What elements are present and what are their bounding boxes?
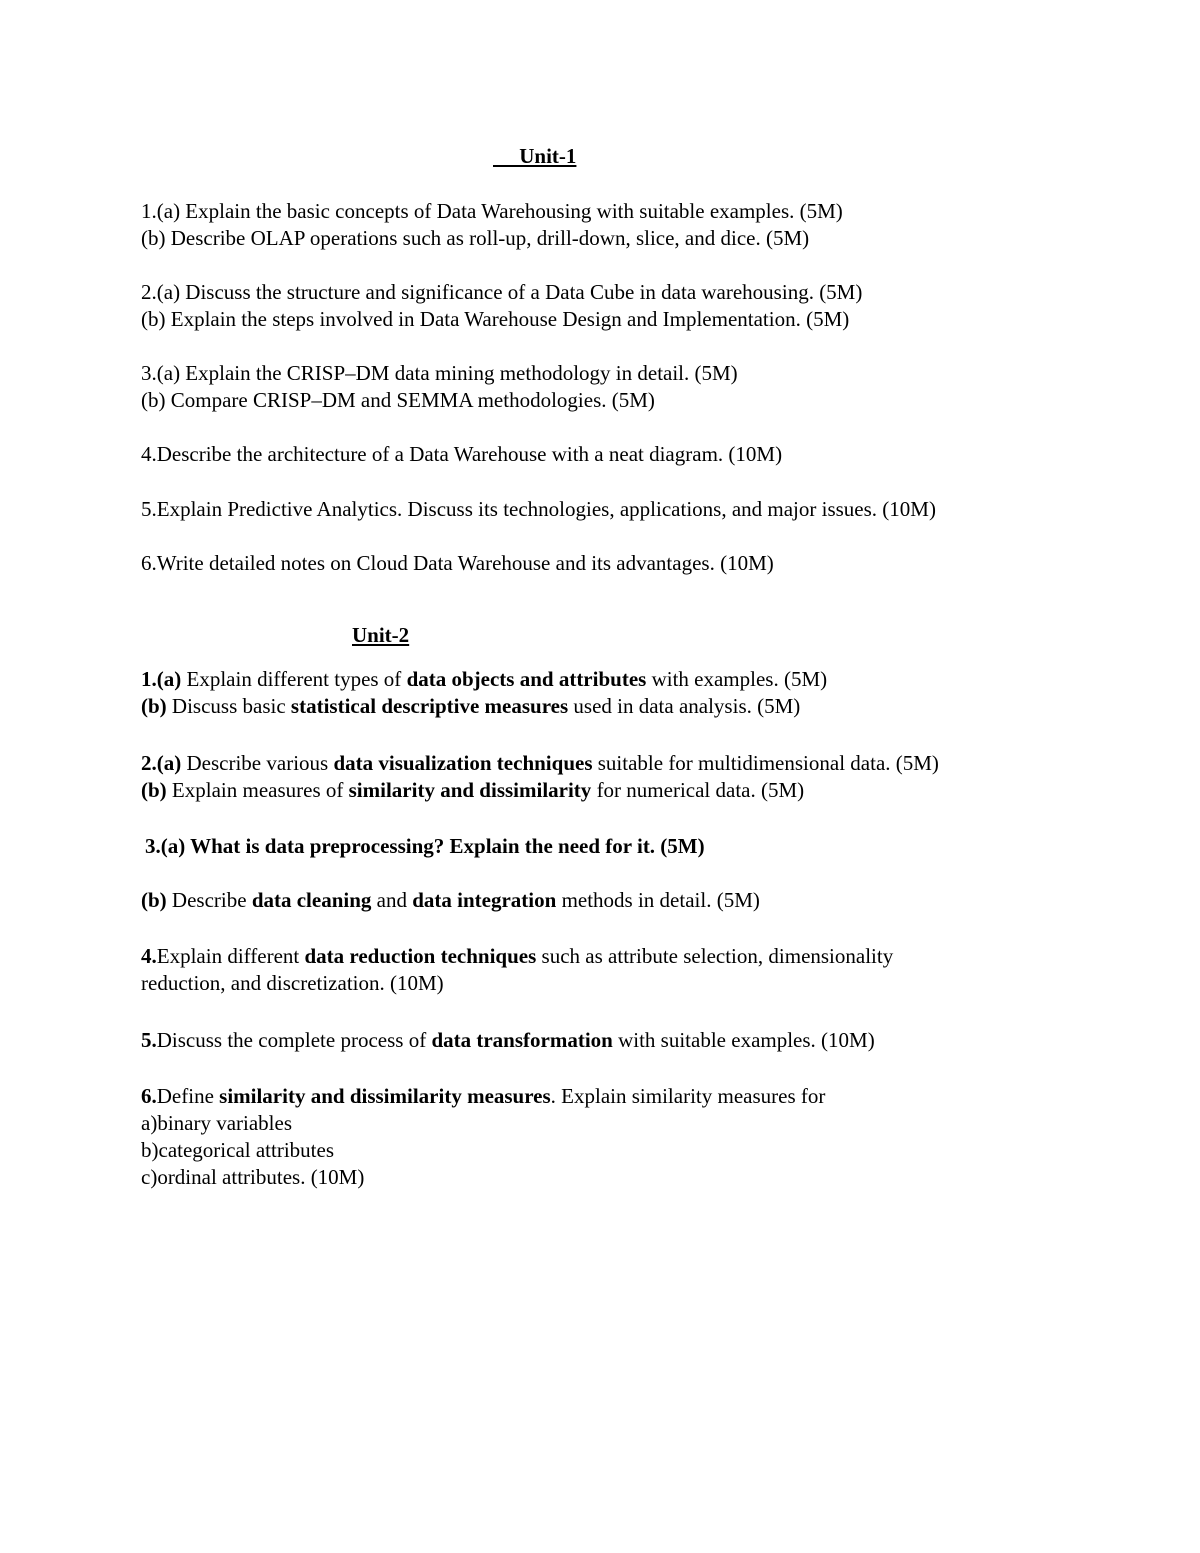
unit-2-question-3b [141,887,760,913]
unit-2-question-1b [141,693,800,719]
unit-1-question-4: 4.Describe the architecture of a Data Warehouse with a neat diagram. (10M) [141,442,783,466]
question-text: Explain measures of [166,778,349,802]
question-text: Discuss the complete process of [156,1028,432,1052]
question-number: 4. [141,944,157,968]
question-text: methods in detail. (5M) [556,888,760,912]
unit-2-question-4-continued: reduction, and discretization. (10M) [141,971,444,995]
key-term: data transformation [431,1028,613,1052]
unit-1-question-1a: 1.(a) Explain the basic concepts of Data Warehousing with suitable examples. (5M) [141,199,843,223]
question-text: Describe [166,888,252,912]
key-term: data reduction techniques [304,944,537,968]
unit-2-question-6-item-a: a)binary variables [141,1111,293,1135]
unit-2-heading: Unit-2 [352,623,410,647]
unit-2-question-1a [141,666,827,692]
unit-2-question-6 [141,1083,825,1109]
unit-1-question-1b: (b) Describe OLAP operations such as roll-up, drill-down, slice, and dice. (5M) [141,226,810,250]
question-number: (b) [141,694,167,718]
question-text: for numerical data. (5M) [591,778,805,802]
unit-2-question-6-item-c: c)ordinal attributes. (10M) [141,1165,365,1189]
key-term: similarity and dissimilarity measures [219,1084,551,1108]
question-text: with examples. (5M) [646,667,828,691]
unit-2-question-3a: 3.(a) What is data preprocessing? Explain the need for it. (5M) [145,834,705,858]
unit-2-question-6-item-b: b)categorical attributes [141,1138,334,1162]
question-text: Define [156,1084,220,1108]
unit-1-question-3a: 3.(a) Explain the CRISP–DM data mining methodology in detail. (5M) [141,361,738,385]
unit-2-question-2a [141,750,939,776]
question-number: 1.(a) [141,667,182,691]
key-term: data cleaning [251,888,372,912]
question-text: Describe various [181,751,334,775]
question-text: such as attribute selection, dimensionality [536,944,894,968]
unit-1-heading: Unit-1 [493,144,577,168]
question-text: with suitable examples. (10M) [612,1028,875,1052]
unit-2-question-5 [141,1027,875,1053]
question-text: Discuss basic [166,694,291,718]
unit-2-question-4 [141,943,893,969]
question-text: Explain different [156,944,305,968]
unit-1-question-2a: 2.(a) Discuss the structure and significance of a Data Cube in data warehousing. (5M) [141,280,863,304]
unit-1-question-2b: (b) Explain the steps involved in Data Warehouse Design and Implementation. (5M) [141,307,850,331]
question-text: suitable for multidimensional data. (5M) [592,751,939,775]
question-text: and [371,888,413,912]
question-number: 6. [141,1084,157,1108]
question-number: (b) [141,888,167,912]
key-term: data objects and attributes [406,667,647,691]
question-number: 5. [141,1028,157,1052]
question-number: (b) [141,778,167,802]
unit-2-question-2b [141,777,804,803]
key-term: data visualization techniques [333,751,593,775]
unit-1-question-5: 5.Explain Predictive Analytics. Discuss its technologies, applications, and major issues. (10M) [141,497,936,521]
unit-1-question-3b: (b) Compare CRISP–DM and SEMMA methodologies. (5M) [141,388,655,412]
question-text: used in data analysis. (5M) [568,694,801,718]
key-term: similarity and dissimilarity [348,778,592,802]
unit-1-question-6: 6.Write detailed notes on Cloud Data Warehouse and its advantages. (10M) [141,551,774,575]
question-text: Explain different types of [181,667,407,691]
question-text: . Explain similarity measures for [550,1084,826,1108]
key-term: data integration [412,888,557,912]
key-term: statistical descriptive measures [290,694,569,718]
question-number: 2.(a) [141,751,182,775]
